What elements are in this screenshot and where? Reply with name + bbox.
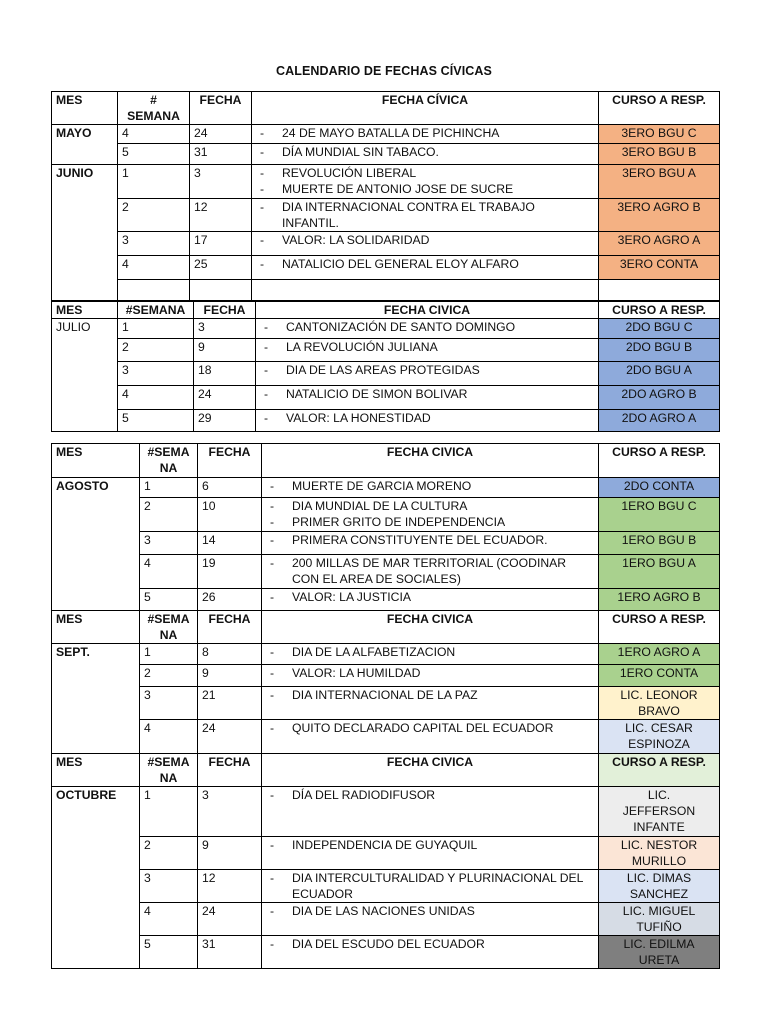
civic-event-text: PRIMERA CONSTITUYENTE DEL ECUADOR. [292, 533, 548, 547]
header-row [52, 754, 720, 787]
date-cell: 8 [198, 644, 262, 665]
table-row [52, 555, 720, 589]
date-cell: 24 [190, 125, 252, 144]
table-row [52, 256, 720, 280]
civic-event-text: DIA INTERNACIONAL CONTRA EL TRABAJO INFANTIL. [282, 200, 535, 230]
header-semana: # SEMANA [118, 92, 190, 125]
date-cell: 26 [198, 589, 262, 611]
civic-event [260, 339, 594, 355]
date-cell: 3 [194, 319, 256, 339]
date-cell: 19 [198, 555, 262, 589]
civic-event-text: CANTONIZACIÓN DE SANTO DOMINGO [286, 320, 516, 334]
date-cell: 17 [190, 232, 252, 256]
civic-event-text: DÍA DEL RADIODIFUSOR [292, 788, 436, 802]
table-row [52, 144, 720, 165]
civic-event-text: DÍA MUNDIAL SIN TABACO. [282, 145, 439, 159]
responsible-course-cell: LIC. DIMAS SANCHEZ [599, 870, 720, 903]
responsible-course-cell: 2DO BGU B [599, 339, 720, 362]
civic-event-cell [252, 144, 599, 165]
civic-event-cell [262, 687, 599, 720]
header-semana: #SEMA NA [140, 754, 198, 787]
table-row [52, 532, 720, 555]
table-row [52, 125, 720, 144]
bullet-dash: - [270, 788, 275, 802]
bullet-dash: - [270, 515, 275, 529]
bullet-dash: - [260, 166, 265, 180]
responsible-course-cell: 3ERO AGRO A [599, 232, 720, 256]
civic-event [266, 687, 594, 703]
table-row [52, 232, 720, 256]
bullet-dash: - [260, 233, 265, 247]
bullet-dash: - [270, 645, 275, 659]
civic-event [256, 181, 594, 197]
civic-event-text: QUITO DECLARADO CAPITAL DEL ECUADOR [292, 721, 554, 735]
civic-event [256, 199, 594, 231]
civic-event-text: MUERTE DE GARCIA MORENO [292, 479, 472, 493]
week-cell: 4 [140, 903, 198, 936]
header-semana: #SEMA NA [140, 611, 198, 644]
responsible-course-cell: LIC. NESTOR MURILLO [599, 837, 720, 870]
week-cell: 1 [118, 319, 194, 339]
bullet-dash: - [270, 479, 275, 493]
responsible-course-cell: 3ERO CONTA [599, 256, 720, 280]
week-cell: 4 [118, 386, 194, 410]
header-fecha-civica: FECHA CIVICA [262, 611, 599, 644]
date-cell: 24 [198, 903, 262, 936]
empty-row [52, 280, 720, 301]
civic-event-text: LA REVOLUCIÓN JULIANA [286, 340, 438, 354]
civic-event [260, 410, 594, 426]
header-fecha: FECHA [198, 611, 262, 644]
table-row [52, 903, 720, 936]
empty-cell [252, 280, 599, 301]
header-mes: MES [52, 611, 140, 644]
week-cell: 5 [140, 936, 198, 969]
date-cell: 24 [198, 720, 262, 754]
header-mes: MES [52, 302, 118, 319]
bullet-dash: - [270, 556, 275, 570]
civic-event-text: 200 MILLAS DE MAR TERRITORIAL (COODINAR CON EL AREA DE SOCIALES) [292, 556, 567, 586]
header-fecha: FECHA [198, 754, 262, 787]
table-row [52, 362, 720, 386]
header-row [52, 92, 720, 125]
civic-event [256, 232, 594, 248]
week-cell: 3 [140, 532, 198, 555]
table-row [52, 644, 720, 665]
civic-event [266, 870, 594, 902]
bullet-dash: - [270, 871, 275, 885]
week-cell: 4 [140, 720, 198, 754]
bullet-dash: - [270, 666, 275, 680]
week-cell: 1 [140, 644, 198, 665]
calendar-table-agosto-octubre [51, 443, 720, 969]
civic-event [260, 362, 594, 378]
week-cell: 3 [140, 687, 198, 720]
header-fecha-civica: FECHA CIVICA [256, 302, 599, 319]
date-cell: 31 [198, 936, 262, 969]
date-cell: 14 [198, 532, 262, 555]
week-cell: 1 [140, 787, 198, 837]
civic-event-cell [252, 125, 599, 144]
header-fecha: FECHA [198, 444, 262, 478]
bullet-dash: - [260, 126, 265, 140]
civic-event [260, 386, 594, 402]
week-cell: 5 [118, 410, 194, 432]
bullet-dash: - [270, 499, 275, 513]
civic-event [266, 644, 594, 660]
header-semana: #SEMANA [118, 302, 194, 319]
civic-event-text: NATALICIO DE SIMON BOLIVAR [286, 387, 468, 401]
date-cell: 21 [198, 687, 262, 720]
civic-event [256, 144, 594, 160]
civic-event [266, 555, 594, 587]
table-row [52, 936, 720, 969]
responsible-course-cell: LIC. CESAR ESPINOZA [599, 720, 720, 754]
civic-event-text: DIA INTERNACIONAL DE LA PAZ [292, 688, 478, 702]
civic-event-text: DIA DE LAS NACIONES UNIDAS [292, 904, 475, 918]
responsible-course-cell: 2DO AGRO B [599, 386, 720, 410]
header-fecha-civica: FECHA CÍVICA [252, 92, 599, 125]
bullet-dash: - [264, 340, 269, 354]
week-cell: 2 [140, 498, 198, 532]
civic-event-cell [262, 589, 599, 611]
week-cell: 3 [140, 870, 198, 903]
table-row [52, 165, 720, 199]
civic-event-cell [256, 410, 599, 432]
civic-event-text: DIA DE LAS AREAS PROTEGIDAS [286, 363, 480, 377]
month-cell: JULIO [52, 319, 118, 432]
week-cell: 1 [140, 478, 198, 498]
civic-event-cell [262, 870, 599, 903]
table-row [52, 589, 720, 611]
week-cell: 5 [140, 589, 198, 611]
date-cell: 9 [198, 665, 262, 687]
civic-event-cell [262, 936, 599, 969]
header-fecha: FECHA [190, 92, 252, 125]
civic-event-text: DIA MUNDIAL DE LA CULTURA [292, 499, 468, 513]
civic-event-text: MUERTE DE ANTONIO JOSE DE SUCRE [282, 182, 514, 196]
civic-event [266, 787, 594, 803]
bullet-dash: - [264, 320, 269, 334]
header-curso-resp: CURSO A RESP. [599, 92, 720, 125]
date-cell: 9 [194, 339, 256, 362]
empty-cell [599, 280, 720, 301]
civic-event-cell [256, 362, 599, 386]
responsible-course-cell: 2DO BGU A [599, 362, 720, 386]
responsible-course-cell: LIC. LEONOR BRAVO [599, 687, 720, 720]
week-cell: 2 [140, 837, 198, 870]
table-row [52, 339, 720, 362]
table-row [52, 386, 720, 410]
header-mes: MES [52, 92, 118, 125]
table-row [52, 687, 720, 720]
civic-event-text: VALOR: LA JUSTICIA [292, 590, 411, 604]
civic-event [266, 665, 594, 681]
week-cell: 4 [140, 555, 198, 589]
civic-event-cell [262, 532, 599, 555]
civic-event [256, 256, 594, 272]
civic-event-cell [252, 256, 599, 280]
responsible-course-cell: 1ERO BGU C [599, 498, 720, 532]
civic-event-cell [252, 165, 599, 199]
header-mes: MES [52, 754, 140, 787]
header-row [52, 444, 720, 478]
header-fecha: FECHA [194, 302, 256, 319]
header-row [52, 302, 720, 319]
week-cell: 3 [118, 232, 190, 256]
responsible-course-cell: 2DO CONTA [599, 478, 720, 498]
table-row [52, 410, 720, 432]
bullet-dash: - [270, 838, 275, 852]
civic-event-text: DIA DE LA ALFABETIZACION [292, 645, 456, 659]
date-cell: 6 [198, 478, 262, 498]
header-curso-resp: CURSO A RESP. [599, 611, 720, 644]
month-cell: JUNIO [52, 165, 118, 301]
empty-cell [190, 280, 252, 301]
civic-event [266, 478, 594, 494]
civic-event-text: DIA INTERCULTURALIDAD Y PLURINACIONAL DEL ECUADOR [292, 871, 583, 901]
week-cell: 2 [140, 665, 198, 687]
table-row [52, 498, 720, 532]
month-cell: MAYO [52, 125, 118, 165]
header-row [52, 611, 720, 644]
bullet-dash: - [270, 937, 275, 951]
bullet-dash: - [264, 387, 269, 401]
week-cell: 2 [118, 339, 194, 362]
civic-event [256, 165, 594, 181]
bullet-dash: - [270, 533, 275, 547]
civic-event-text: INDEPENDENCIA DE GUYAQUIL [292, 838, 478, 852]
header-semana: #SEMA NA [140, 444, 198, 478]
civic-event-text: 24 DE MAYO BATALLA DE PICHINCHA [282, 126, 500, 140]
bullet-dash: - [270, 904, 275, 918]
table-row [52, 720, 720, 754]
civic-event-cell [262, 837, 599, 870]
document-title: CALENDARIO DE FECHAS CÍVICAS [275, 64, 492, 78]
responsible-course-cell: 3ERO BGU B [599, 144, 720, 165]
date-cell: 3 [198, 787, 262, 837]
bullet-dash: - [264, 363, 269, 377]
bullet-dash: - [270, 721, 275, 735]
header-fecha-civica: FECHA CIVICA [262, 754, 599, 787]
table-row [52, 837, 720, 870]
civic-event [266, 589, 594, 605]
responsible-course-cell: 1ERO BGU B [599, 532, 720, 555]
table-row [52, 665, 720, 687]
civic-event-cell [262, 498, 599, 532]
civic-event-text: NATALICIO DEL GENERAL ELOY ALFARO [282, 257, 519, 271]
civic-event-cell [256, 319, 599, 339]
responsible-course-cell: 3ERO AGRO B [599, 199, 720, 232]
civic-event [266, 837, 594, 853]
civic-event [266, 532, 594, 548]
date-cell: 25 [190, 256, 252, 280]
bullet-dash: - [260, 145, 265, 159]
responsible-course-cell: 2DO AGRO A [599, 410, 720, 432]
responsible-course-cell: 1ERO AGRO A [599, 644, 720, 665]
civic-event [266, 936, 594, 952]
civic-event-cell [262, 720, 599, 754]
responsible-course-cell: 1ERO CONTA [599, 665, 720, 687]
week-cell: 3 [118, 362, 194, 386]
civic-event-text: DIA DEL ESCUDO DEL ECUADOR [292, 937, 485, 951]
date-cell: 9 [198, 837, 262, 870]
civic-event [260, 319, 594, 335]
date-cell: 29 [194, 410, 256, 432]
bullet-dash: - [264, 411, 269, 425]
calendar-table-julio [51, 301, 720, 432]
responsible-course-cell: 3ERO BGU C [599, 125, 720, 144]
bullet-dash: - [270, 688, 275, 702]
date-cell: 12 [190, 199, 252, 232]
responsible-course-cell: LIC. MIGUEL TUFIÑO [599, 903, 720, 936]
week-cell: 5 [118, 144, 190, 165]
civic-event-cell [262, 665, 599, 687]
civic-event-cell [252, 199, 599, 232]
bullet-dash: - [270, 590, 275, 604]
month-cell: SEPT. [52, 644, 140, 754]
responsible-course-cell: LIC. EDILMA URETA [599, 936, 720, 969]
date-cell: 3 [190, 165, 252, 199]
month-cell: OCTUBRE [52, 787, 140, 969]
responsible-course-cell: LIC. JEFFERSON INFANTE [599, 787, 720, 837]
civic-event-text: PRIMER GRITO DE INDEPENDENCIA [292, 515, 506, 529]
calendar-table-mayo-junio [51, 91, 720, 301]
civic-event-text: VALOR: LA SOLIDARIDAD [282, 233, 430, 247]
header-curso-resp: CURSO A RESP. [599, 302, 720, 319]
civic-event [266, 514, 594, 530]
month-cell: AGOSTO [52, 478, 140, 611]
header-fecha-civica: FECHA CIVICA [262, 444, 599, 478]
civic-event-text: VALOR: LA HONESTIDAD [286, 411, 431, 425]
civic-event-cell [256, 339, 599, 362]
table-row [52, 199, 720, 232]
header-curso-resp: CURSO A RESP. [599, 444, 720, 478]
header-mes: MES [52, 444, 140, 478]
date-cell: 10 [198, 498, 262, 532]
civic-event-cell [256, 386, 599, 410]
responsible-course-cell: 1ERO AGRO B [599, 589, 720, 611]
date-cell: 12 [198, 870, 262, 903]
civic-event-cell [262, 644, 599, 665]
bullet-dash: - [260, 257, 265, 271]
table-row [52, 870, 720, 903]
responsible-course-cell: 1ERO BGU A [599, 555, 720, 589]
civic-event-cell [262, 555, 599, 589]
table-row [52, 787, 720, 837]
date-cell: 24 [194, 386, 256, 410]
civic-event-cell [252, 232, 599, 256]
week-cell: 4 [118, 256, 190, 280]
civic-event-cell [262, 903, 599, 936]
week-cell: 4 [118, 125, 190, 144]
responsible-course-cell: 3ERO BGU A [599, 165, 720, 199]
table-row [52, 319, 720, 339]
civic-event [266, 498, 594, 514]
responsible-course-cell: 2DO BGU C [599, 319, 720, 339]
civic-event-cell [262, 787, 599, 837]
civic-event-text: REVOLUCIÓN LIBERAL [282, 166, 417, 180]
civic-event [256, 125, 594, 141]
civic-event-cell [262, 478, 599, 498]
week-cell: 1 [118, 165, 190, 199]
date-cell: 18 [194, 362, 256, 386]
date-cell: 31 [190, 144, 252, 165]
bullet-dash: - [260, 200, 265, 214]
header-curso-resp: CURSO A RESP. [599, 754, 720, 787]
table-row [52, 478, 720, 498]
bullet-dash: - [260, 182, 265, 196]
empty-cell [118, 280, 190, 301]
civic-event-text: VALOR: LA HUMILDAD [292, 666, 421, 680]
civic-event [266, 903, 594, 919]
civic-event [266, 720, 594, 736]
week-cell: 2 [118, 199, 190, 232]
